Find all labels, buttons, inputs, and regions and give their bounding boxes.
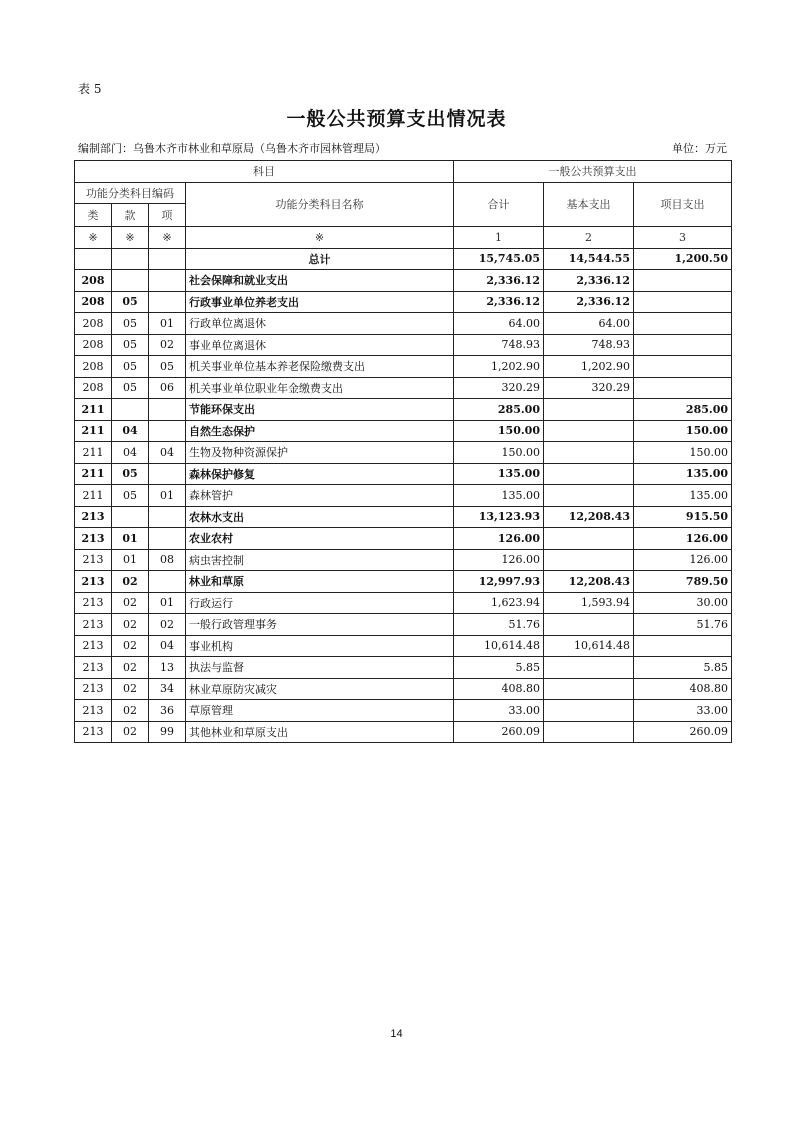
lei-cell: 208 bbox=[75, 270, 112, 292]
project-cell bbox=[634, 635, 732, 657]
kuan-header: 款 bbox=[112, 204, 149, 227]
table-row bbox=[75, 399, 732, 421]
project-cell: 126.00 bbox=[634, 549, 732, 571]
lei-cell: 213 bbox=[75, 700, 112, 722]
xiang-cell bbox=[149, 420, 186, 442]
lei-cell: 213 bbox=[75, 678, 112, 700]
project-cell bbox=[634, 313, 732, 335]
table-row bbox=[75, 334, 732, 356]
xiang-cell: 08 bbox=[149, 549, 186, 571]
name-cell: 社会保障和就业支出 bbox=[186, 270, 454, 292]
mark-cell: ※ bbox=[112, 227, 149, 249]
name-cell: 事业机构 bbox=[186, 635, 454, 657]
xiang-cell bbox=[149, 291, 186, 313]
kuan-cell: 04 bbox=[112, 420, 149, 442]
xiang-cell: 02 bbox=[149, 334, 186, 356]
lei-cell: 213 bbox=[75, 528, 112, 550]
xiang-header: 项 bbox=[149, 204, 186, 227]
kuan-cell: 02 bbox=[112, 614, 149, 636]
table-row bbox=[75, 420, 732, 442]
name-cell: 执法与监督 bbox=[186, 657, 454, 679]
basic-cell: 12,208.43 bbox=[544, 571, 634, 593]
xiang-cell: 04 bbox=[149, 442, 186, 464]
xiang-cell bbox=[149, 463, 186, 485]
project-cell: 285.00 bbox=[634, 399, 732, 421]
total-row bbox=[75, 248, 732, 270]
total-cell: 150.00 bbox=[454, 420, 544, 442]
xiang-cell: 01 bbox=[149, 313, 186, 335]
total-cell: 408.80 bbox=[454, 678, 544, 700]
column-number: 2 bbox=[544, 227, 634, 249]
lei-cell: 213 bbox=[75, 721, 112, 743]
total-label: 总计 bbox=[186, 248, 454, 270]
mark-cell: ※ bbox=[149, 227, 186, 249]
page-number: 14 bbox=[390, 1028, 403, 1040]
total-header: 合计 bbox=[454, 182, 544, 227]
column-number: 1 bbox=[454, 227, 544, 249]
lei-cell: 211 bbox=[75, 399, 112, 421]
total-basic: 14,544.55 bbox=[544, 248, 634, 270]
table-row bbox=[75, 485, 732, 507]
basic-cell bbox=[544, 700, 634, 722]
xiang-cell: 05 bbox=[149, 356, 186, 378]
kuan-cell: 02 bbox=[112, 678, 149, 700]
total-cell: 1,202.90 bbox=[454, 356, 544, 378]
lei-cell: 211 bbox=[75, 420, 112, 442]
name-cell: 农林水支出 bbox=[186, 506, 454, 528]
name-cell: 林业草原防灾减灾 bbox=[186, 678, 454, 700]
xiang-cell bbox=[149, 270, 186, 292]
table-row bbox=[75, 549, 732, 571]
project-cell: 150.00 bbox=[634, 442, 732, 464]
xiang-cell: 04 bbox=[149, 635, 186, 657]
basic-cell: 64.00 bbox=[544, 313, 634, 335]
name-cell: 机关事业单位职业年金缴费支出 bbox=[186, 377, 454, 399]
name-cell: 其他林业和草原支出 bbox=[186, 721, 454, 743]
project-cell: 126.00 bbox=[634, 528, 732, 550]
total-cell: 1,623.94 bbox=[454, 592, 544, 614]
table-row bbox=[75, 721, 732, 743]
subject-header: 科目 bbox=[75, 161, 454, 183]
table-row bbox=[75, 313, 732, 335]
name-cell: 生物及物种资源保护 bbox=[186, 442, 454, 464]
lei-cell: 208 bbox=[75, 377, 112, 399]
name-cell: 事业单位离退休 bbox=[186, 334, 454, 356]
table-row bbox=[75, 377, 732, 399]
basic-cell: 2,336.12 bbox=[544, 291, 634, 313]
name-cell: 机关事业单位基本养老保险缴费支出 bbox=[186, 356, 454, 378]
lei-cell: 213 bbox=[75, 657, 112, 679]
lei-cell: 208 bbox=[75, 313, 112, 335]
table-row bbox=[75, 506, 732, 528]
project-cell: 915.50 bbox=[634, 506, 732, 528]
project-cell bbox=[634, 377, 732, 399]
name-cell: 林业和草原 bbox=[186, 571, 454, 593]
kuan-cell: 05 bbox=[112, 291, 149, 313]
table-row bbox=[75, 657, 732, 679]
lei-cell: 213 bbox=[75, 571, 112, 593]
project-cell: 408.80 bbox=[634, 678, 732, 700]
basic-cell bbox=[544, 657, 634, 679]
project-cell bbox=[634, 356, 732, 378]
total-cell: 135.00 bbox=[454, 463, 544, 485]
basic-cell: 12,208.43 bbox=[544, 506, 634, 528]
basic-cell bbox=[544, 442, 634, 464]
page-title: 一般公共预算支出情况表 bbox=[286, 108, 507, 130]
mark-cell: ※ bbox=[186, 227, 454, 249]
total-cell: 5.85 bbox=[454, 657, 544, 679]
total-cell: 320.29 bbox=[454, 377, 544, 399]
table-row bbox=[75, 614, 732, 636]
name-header: 功能分类科目名称 bbox=[186, 182, 454, 227]
table-row bbox=[75, 356, 732, 378]
xiang-cell bbox=[149, 571, 186, 593]
project-cell: 30.00 bbox=[634, 592, 732, 614]
xiang-cell: 01 bbox=[149, 485, 186, 507]
total-cell: 748.93 bbox=[454, 334, 544, 356]
name-cell: 行政单位离退休 bbox=[186, 313, 454, 335]
name-cell: 森林保护修复 bbox=[186, 463, 454, 485]
lei-cell: 208 bbox=[75, 334, 112, 356]
unit-label: 单位：万元 bbox=[672, 142, 727, 155]
project-cell: 135.00 bbox=[634, 485, 732, 507]
xiang-cell bbox=[149, 528, 186, 550]
basic-cell bbox=[544, 399, 634, 421]
name-cell: 森林管护 bbox=[186, 485, 454, 507]
table-row bbox=[75, 442, 732, 464]
kuan-cell: 01 bbox=[112, 528, 149, 550]
lei-cell: 213 bbox=[75, 549, 112, 571]
lei-cell: 213 bbox=[75, 635, 112, 657]
xiang-cell: 01 bbox=[149, 592, 186, 614]
project-cell: 135.00 bbox=[634, 463, 732, 485]
project-cell bbox=[634, 270, 732, 292]
project-cell: 51.76 bbox=[634, 614, 732, 636]
name-cell: 一般行政管理事务 bbox=[186, 614, 454, 636]
basic-cell bbox=[544, 614, 634, 636]
table-row bbox=[75, 571, 732, 593]
name-cell: 行政运行 bbox=[186, 592, 454, 614]
basic-cell: 320.29 bbox=[544, 377, 634, 399]
total-cell: 2,336.12 bbox=[454, 291, 544, 313]
kuan-cell bbox=[112, 506, 149, 528]
table-row bbox=[75, 700, 732, 722]
lei-cell: 208 bbox=[75, 291, 112, 313]
name-cell: 病虫害控制 bbox=[186, 549, 454, 571]
project-cell bbox=[634, 334, 732, 356]
basic-cell bbox=[544, 420, 634, 442]
total-cell: 260.09 bbox=[454, 721, 544, 743]
kuan-cell: 05 bbox=[112, 356, 149, 378]
kuan-cell: 05 bbox=[112, 485, 149, 507]
table-row bbox=[75, 291, 732, 313]
name-cell: 节能环保支出 bbox=[186, 399, 454, 421]
basic-cell bbox=[544, 463, 634, 485]
total-sum: 15,745.05 bbox=[454, 248, 544, 270]
xiang-cell: 02 bbox=[149, 614, 186, 636]
project-cell: 789.50 bbox=[634, 571, 732, 593]
total-cell: 150.00 bbox=[454, 442, 544, 464]
xiang-cell: 99 bbox=[149, 721, 186, 743]
total-cell: 285.00 bbox=[454, 399, 544, 421]
project-cell: 5.85 bbox=[634, 657, 732, 679]
project-header: 项目支出 bbox=[634, 182, 732, 227]
basic-cell: 1,593.94 bbox=[544, 592, 634, 614]
xiang-cell bbox=[149, 399, 186, 421]
lei-header: 类 bbox=[75, 204, 112, 227]
total-project: 1,200.50 bbox=[634, 248, 732, 270]
kuan-cell: 02 bbox=[112, 571, 149, 593]
meta-row bbox=[74, 140, 731, 156]
total-cell: 13,123.93 bbox=[454, 506, 544, 528]
kuan-cell bbox=[112, 399, 149, 421]
department-label: 编制部门：乌鲁木齐市林业和草原局（乌鲁木齐市园林管理局） bbox=[78, 142, 386, 155]
xiang-cell bbox=[149, 506, 186, 528]
table-row bbox=[75, 635, 732, 657]
project-cell bbox=[634, 291, 732, 313]
column-number: 3 bbox=[634, 227, 732, 249]
basic-cell: 2,336.12 bbox=[544, 270, 634, 292]
name-cell: 农业农村 bbox=[186, 528, 454, 550]
xiang-cell: 34 bbox=[149, 678, 186, 700]
total-cell: 12,997.93 bbox=[454, 571, 544, 593]
lei-cell: 213 bbox=[75, 592, 112, 614]
total-cell: 51.76 bbox=[454, 614, 544, 636]
code-group-header: 功能分类科目编码 bbox=[75, 182, 186, 204]
basic-cell: 10,614.48 bbox=[544, 635, 634, 657]
basic-cell bbox=[544, 528, 634, 550]
table-row bbox=[75, 592, 732, 614]
project-cell: 260.09 bbox=[634, 721, 732, 743]
xiang-cell: 36 bbox=[149, 700, 186, 722]
kuan-cell: 05 bbox=[112, 377, 149, 399]
mark-cell: ※ bbox=[75, 227, 112, 249]
lei-cell: 208 bbox=[75, 356, 112, 378]
lei-cell: 213 bbox=[75, 614, 112, 636]
kuan-cell bbox=[112, 270, 149, 292]
basic-header: 基本支出 bbox=[544, 182, 634, 227]
basic-cell: 748.93 bbox=[544, 334, 634, 356]
name-cell: 自然生态保护 bbox=[186, 420, 454, 442]
lei-cell: 211 bbox=[75, 442, 112, 464]
kuan-cell: 02 bbox=[112, 635, 149, 657]
basic-cell: 1,202.90 bbox=[544, 356, 634, 378]
kuan-cell: 02 bbox=[112, 592, 149, 614]
kuan-cell: 02 bbox=[112, 700, 149, 722]
name-cell: 草原管理 bbox=[186, 700, 454, 722]
name-cell: 行政事业单位养老支出 bbox=[186, 291, 454, 313]
table-row bbox=[75, 678, 732, 700]
xiang-cell: 06 bbox=[149, 377, 186, 399]
total-cell: 126.00 bbox=[454, 549, 544, 571]
total-cell: 33.00 bbox=[454, 700, 544, 722]
kuan-cell: 05 bbox=[112, 313, 149, 335]
kuan-cell: 01 bbox=[112, 549, 149, 571]
total-cell: 64.00 bbox=[454, 313, 544, 335]
kuan-cell: 04 bbox=[112, 442, 149, 464]
kuan-cell: 05 bbox=[112, 334, 149, 356]
kuan-cell: 02 bbox=[112, 657, 149, 679]
lei-cell: 211 bbox=[75, 463, 112, 485]
table-row bbox=[75, 463, 732, 485]
budget-table bbox=[74, 160, 732, 743]
total-cell: 2,336.12 bbox=[454, 270, 544, 292]
total-cell: 135.00 bbox=[454, 485, 544, 507]
table-row bbox=[75, 528, 732, 550]
basic-cell bbox=[544, 678, 634, 700]
budget-group-header: 一般公共预算支出 bbox=[454, 161, 732, 183]
lei-cell: 213 bbox=[75, 506, 112, 528]
basic-cell bbox=[544, 485, 634, 507]
basic-cell bbox=[544, 721, 634, 743]
total-cell: 126.00 bbox=[454, 528, 544, 550]
basic-cell bbox=[544, 549, 634, 571]
project-cell: 150.00 bbox=[634, 420, 732, 442]
table-row bbox=[75, 270, 732, 292]
xiang-cell: 13 bbox=[149, 657, 186, 679]
total-cell: 10,614.48 bbox=[454, 635, 544, 657]
kuan-cell: 02 bbox=[112, 721, 149, 743]
lei-cell: 211 bbox=[75, 485, 112, 507]
kuan-cell: 05 bbox=[112, 463, 149, 485]
table-number: 表 5 bbox=[78, 82, 102, 96]
project-cell: 33.00 bbox=[634, 700, 732, 722]
